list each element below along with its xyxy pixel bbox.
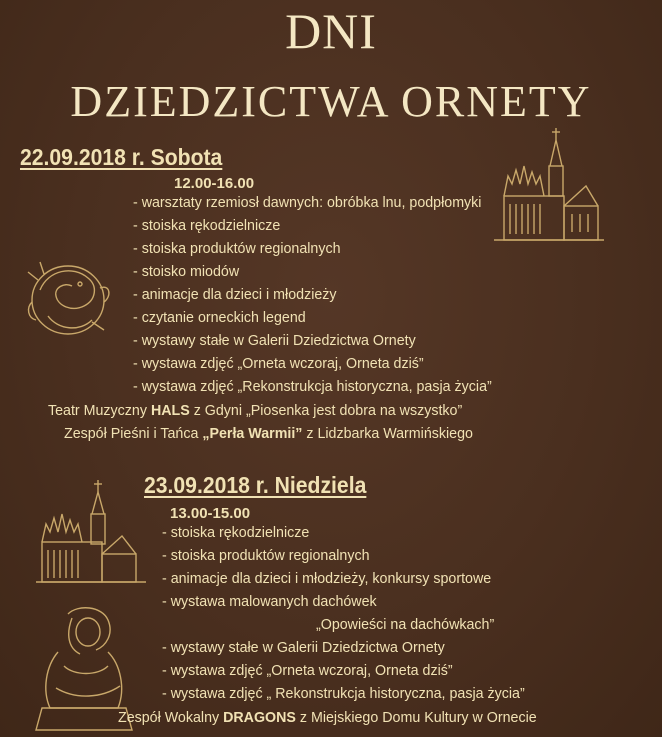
day1-date: 22.09.2018 r. Sobota xyxy=(20,144,223,170)
day2-item: - stoiska produktów regionalnych xyxy=(162,547,370,564)
day2-item: - wystawa malowanych dachówek xyxy=(162,593,377,610)
day1-item: - stoisko miodów xyxy=(133,263,240,280)
day1-performer: Zespół Pieśni i Tańca „Perła Warmii” z Lidzbarka Warmińskiego xyxy=(64,425,473,442)
day2-date: 23.09.2018 r. Niedziela xyxy=(144,472,367,498)
day2-item: - wystawy stałe w Galerii Dziedzictwa Ornety xyxy=(162,639,445,656)
day2-item: „Opowieści na dachówkach” xyxy=(316,616,495,633)
day1-item: - czytanie orneckich legend xyxy=(133,309,306,326)
dragon-illustration xyxy=(18,250,118,350)
poster-title-line1: DNI xyxy=(285,3,377,59)
poster-title-line2: DZIEDZICTWA ORNETY xyxy=(70,77,592,126)
day1-item: - stoiska rękodzielnicze xyxy=(133,217,281,234)
day1-time: 12.00-16.00 xyxy=(174,175,255,192)
day2-performer: Zespół Wokalny DRAGONS z Miejskiego Domu Kultury w Ornecie xyxy=(118,709,537,726)
day1-performer: Teatr Muzyczny HALS z Gdyni „Piosenka jest dobra na wszystko” xyxy=(48,402,463,419)
day2-time: 13.00-15.00 xyxy=(170,505,251,522)
church-illustration-top xyxy=(494,126,604,246)
church-illustration-bottom xyxy=(36,478,146,588)
day1-item: - warsztaty rzemiosł dawnych: obróbka lnu, podpłomyki xyxy=(133,194,482,211)
day2-item: - wystawa zdjęć „ Rekonstrukcja historyczna, pasja życia” xyxy=(162,685,525,702)
day1-item: - wystawa zdjęć „Orneta wczoraj, Orneta dziś” xyxy=(133,355,424,372)
day1-item: - wystawa zdjęć „Rekonstrukcja historyczna, pasja życia” xyxy=(133,378,492,395)
day1-item: - stoiska produktów regionalnych xyxy=(133,240,341,257)
day1-item: - wystawy stałe w Galerii Dziedzictwa Ornety xyxy=(133,332,416,349)
day1-item: - animacje dla dzieci i młodzieży xyxy=(133,286,337,303)
day2-item: - animacje dla dzieci i młodzieży, konkursy sportowe xyxy=(162,570,492,587)
day2-item: - stoiska rękodzielnicze xyxy=(162,524,310,541)
day2-item: - wystawa zdjęć „Orneta wczoraj, Orneta dziś” xyxy=(162,662,453,679)
